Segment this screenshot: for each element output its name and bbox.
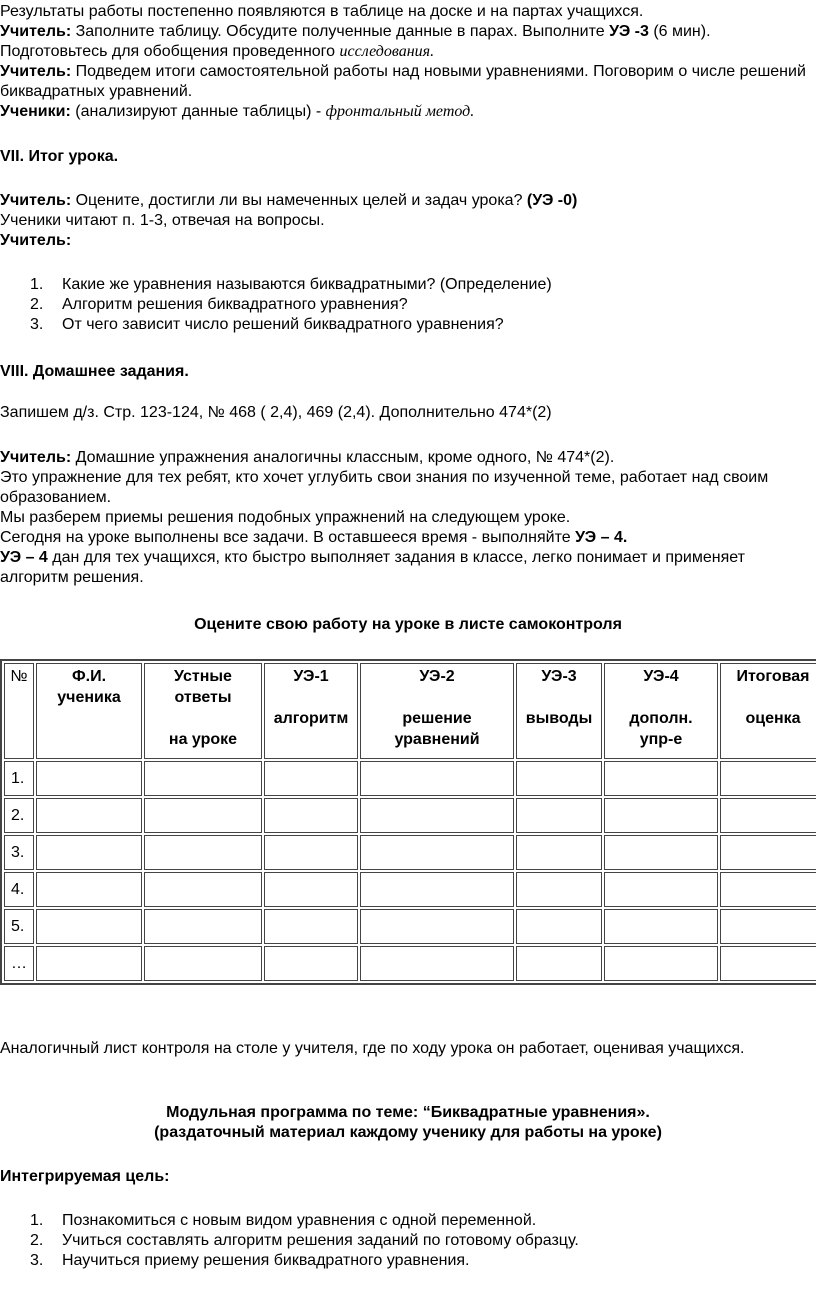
program-title: Модульная программа по теме: “Биквадратные уравнения». (раздаточный материал каждому ученику для работы на уроке) [154, 1104, 662, 1141]
table-cell[interactable] [604, 835, 718, 870]
homework-line: Запишем д/з. Стр. 123-124, № 468 ( 2,4), 469 (2,4). Дополнительно 474*(2) [0, 404, 552, 421]
text-line: Результаты работы постепенно появляются в таблице на доске и на партах учащихся. [0, 3, 644, 20]
table-cell[interactable] [360, 872, 514, 907]
table-cell[interactable] [604, 946, 718, 981]
intro-block [0, 2, 816, 122]
header-cell: Итоговая оценка [720, 663, 816, 759]
table-cell[interactable] [516, 872, 602, 907]
table-cell[interactable] [516, 909, 602, 944]
table-cell[interactable] [720, 946, 816, 981]
table-cell[interactable] [720, 761, 816, 796]
table-cell[interactable] [264, 798, 358, 833]
table-cell[interactable] [264, 909, 358, 944]
list-item: 1. Какие же уравнения называются биквадратными? (Определение) [30, 276, 552, 293]
table-cell[interactable] [264, 761, 358, 796]
list-item: 2. Алгоритм решения биквадратного уравнения? [30, 296, 408, 313]
row-number: 5. [4, 909, 34, 944]
table-cell[interactable] [360, 909, 514, 944]
table-cell[interactable] [604, 761, 718, 796]
table-cell[interactable] [604, 872, 718, 907]
list-item: 1. Познакомиться с новым видом уравнения с одной переменной. [30, 1212, 537, 1229]
table-row [4, 946, 816, 981]
table-cell[interactable] [720, 909, 816, 944]
list-item: 3. От чего зависит число решений биквадратного уравнения? [30, 316, 504, 333]
summary-block: Учитель: Оцените, достигли ли вы намеченных целей и задач урока? (УЭ -0) Ученики читают п. 1-3, отвечая на вопросы. Учитель: [0, 192, 578, 249]
header-cell: № [4, 663, 34, 759]
table-row [4, 761, 816, 796]
table-cell[interactable] [144, 798, 262, 833]
table-row [4, 909, 816, 944]
table-cell[interactable] [360, 946, 514, 981]
homework-block: Учитель: Домашние упражнения аналогичны классным, кроме одного, № 474*(2). Это упражнение для тех ребят, кто хочет углубить свои знания по изученной теме, работает над своим образованием. Мы разберем приемы решения подобных упражнений на следующем уроке. Сегодня на уроке выполнены все задачи. В оставшееся время - выполняйте УЭ – 4. УЭ – 4 дан для тех учащихся, кто быстро выполняет задания в классе, легко понимает и применяет алгоритм решения. [0, 449, 769, 586]
section-heading: VII. Итог урока. [0, 148, 119, 165]
header-cell: Устные ответы на уроке [144, 663, 262, 759]
table-title: Оцените свою работу на уроке в листе самоконтроля [194, 616, 622, 633]
table-cell[interactable] [36, 909, 142, 944]
goal-label: Интегрируемая цель: [0, 1168, 170, 1185]
table-cell[interactable] [144, 872, 262, 907]
row-number: 3. [4, 835, 34, 870]
section-heading: VIII. Домашнее задания. [0, 363, 189, 380]
table-cell[interactable] [360, 835, 514, 870]
text-line: Подготовьтесь для обобщения проведенного исследования. [0, 43, 435, 60]
table-row [4, 872, 816, 907]
row-number: 2. [4, 798, 34, 833]
table-cell[interactable] [720, 872, 816, 907]
table-cell[interactable] [516, 761, 602, 796]
text-line: Ученики: (анализируют данные таблицы) - фронтальный метод. [0, 103, 475, 120]
table-cell[interactable] [264, 835, 358, 870]
table-cell[interactable] [36, 946, 142, 981]
table-cell[interactable] [36, 798, 142, 833]
header-cell: УЭ-2 решение уравнений [360, 663, 514, 759]
goal-list [0, 1211, 816, 1271]
table-cell[interactable] [264, 872, 358, 907]
table-cell[interactable] [360, 761, 514, 796]
table-cell[interactable] [720, 835, 816, 870]
table-cell[interactable] [516, 798, 602, 833]
table-cell[interactable] [144, 909, 262, 944]
control-note: Аналогичный лист контроля на столе у учителя, где по ходу урока он работает, оценивая учащихся. [0, 1040, 745, 1057]
text-line: Учитель: Заполните таблицу. Обсудите полученные данные в парах. Выполните УЭ -3 (6 мин). [0, 23, 711, 40]
table-header-row [4, 663, 816, 759]
table-cell[interactable] [516, 946, 602, 981]
table-cell[interactable] [604, 909, 718, 944]
text-line: Учитель: Подведем итоги самостоятельной работы над новыми уравнениями. Поговорим о числе решений биквадратных уравнений. [0, 63, 806, 100]
table-cell[interactable] [36, 761, 142, 796]
row-number: 1. [4, 761, 34, 796]
self-control-table [0, 659, 816, 985]
row-number: 4. [4, 872, 34, 907]
table-cell[interactable] [144, 946, 262, 981]
row-number: … [4, 946, 34, 981]
table-cell[interactable] [264, 946, 358, 981]
table-cell[interactable] [360, 798, 514, 833]
header-cell: УЭ-1 алгоритм [264, 663, 358, 759]
header-cell: Ф.И. ученика [36, 663, 142, 759]
header-cell: УЭ-4 дополн. упр-е [604, 663, 718, 759]
list-item: 3. Научиться приему решения биквадратного уравнения. [30, 1252, 470, 1269]
list-item: 2. Учиться составлять алгоритм решения заданий по готовому образцу. [30, 1232, 579, 1249]
table-cell[interactable] [516, 835, 602, 870]
table-cell[interactable] [144, 761, 262, 796]
table-cell[interactable] [604, 798, 718, 833]
header-cell: УЭ-3 выводы [516, 663, 602, 759]
table-row [4, 798, 816, 833]
table-cell[interactable] [720, 798, 816, 833]
table-cell[interactable] [36, 872, 142, 907]
table-cell[interactable] [36, 835, 142, 870]
table-cell[interactable] [144, 835, 262, 870]
question-list [0, 275, 816, 335]
table-row [4, 835, 816, 870]
